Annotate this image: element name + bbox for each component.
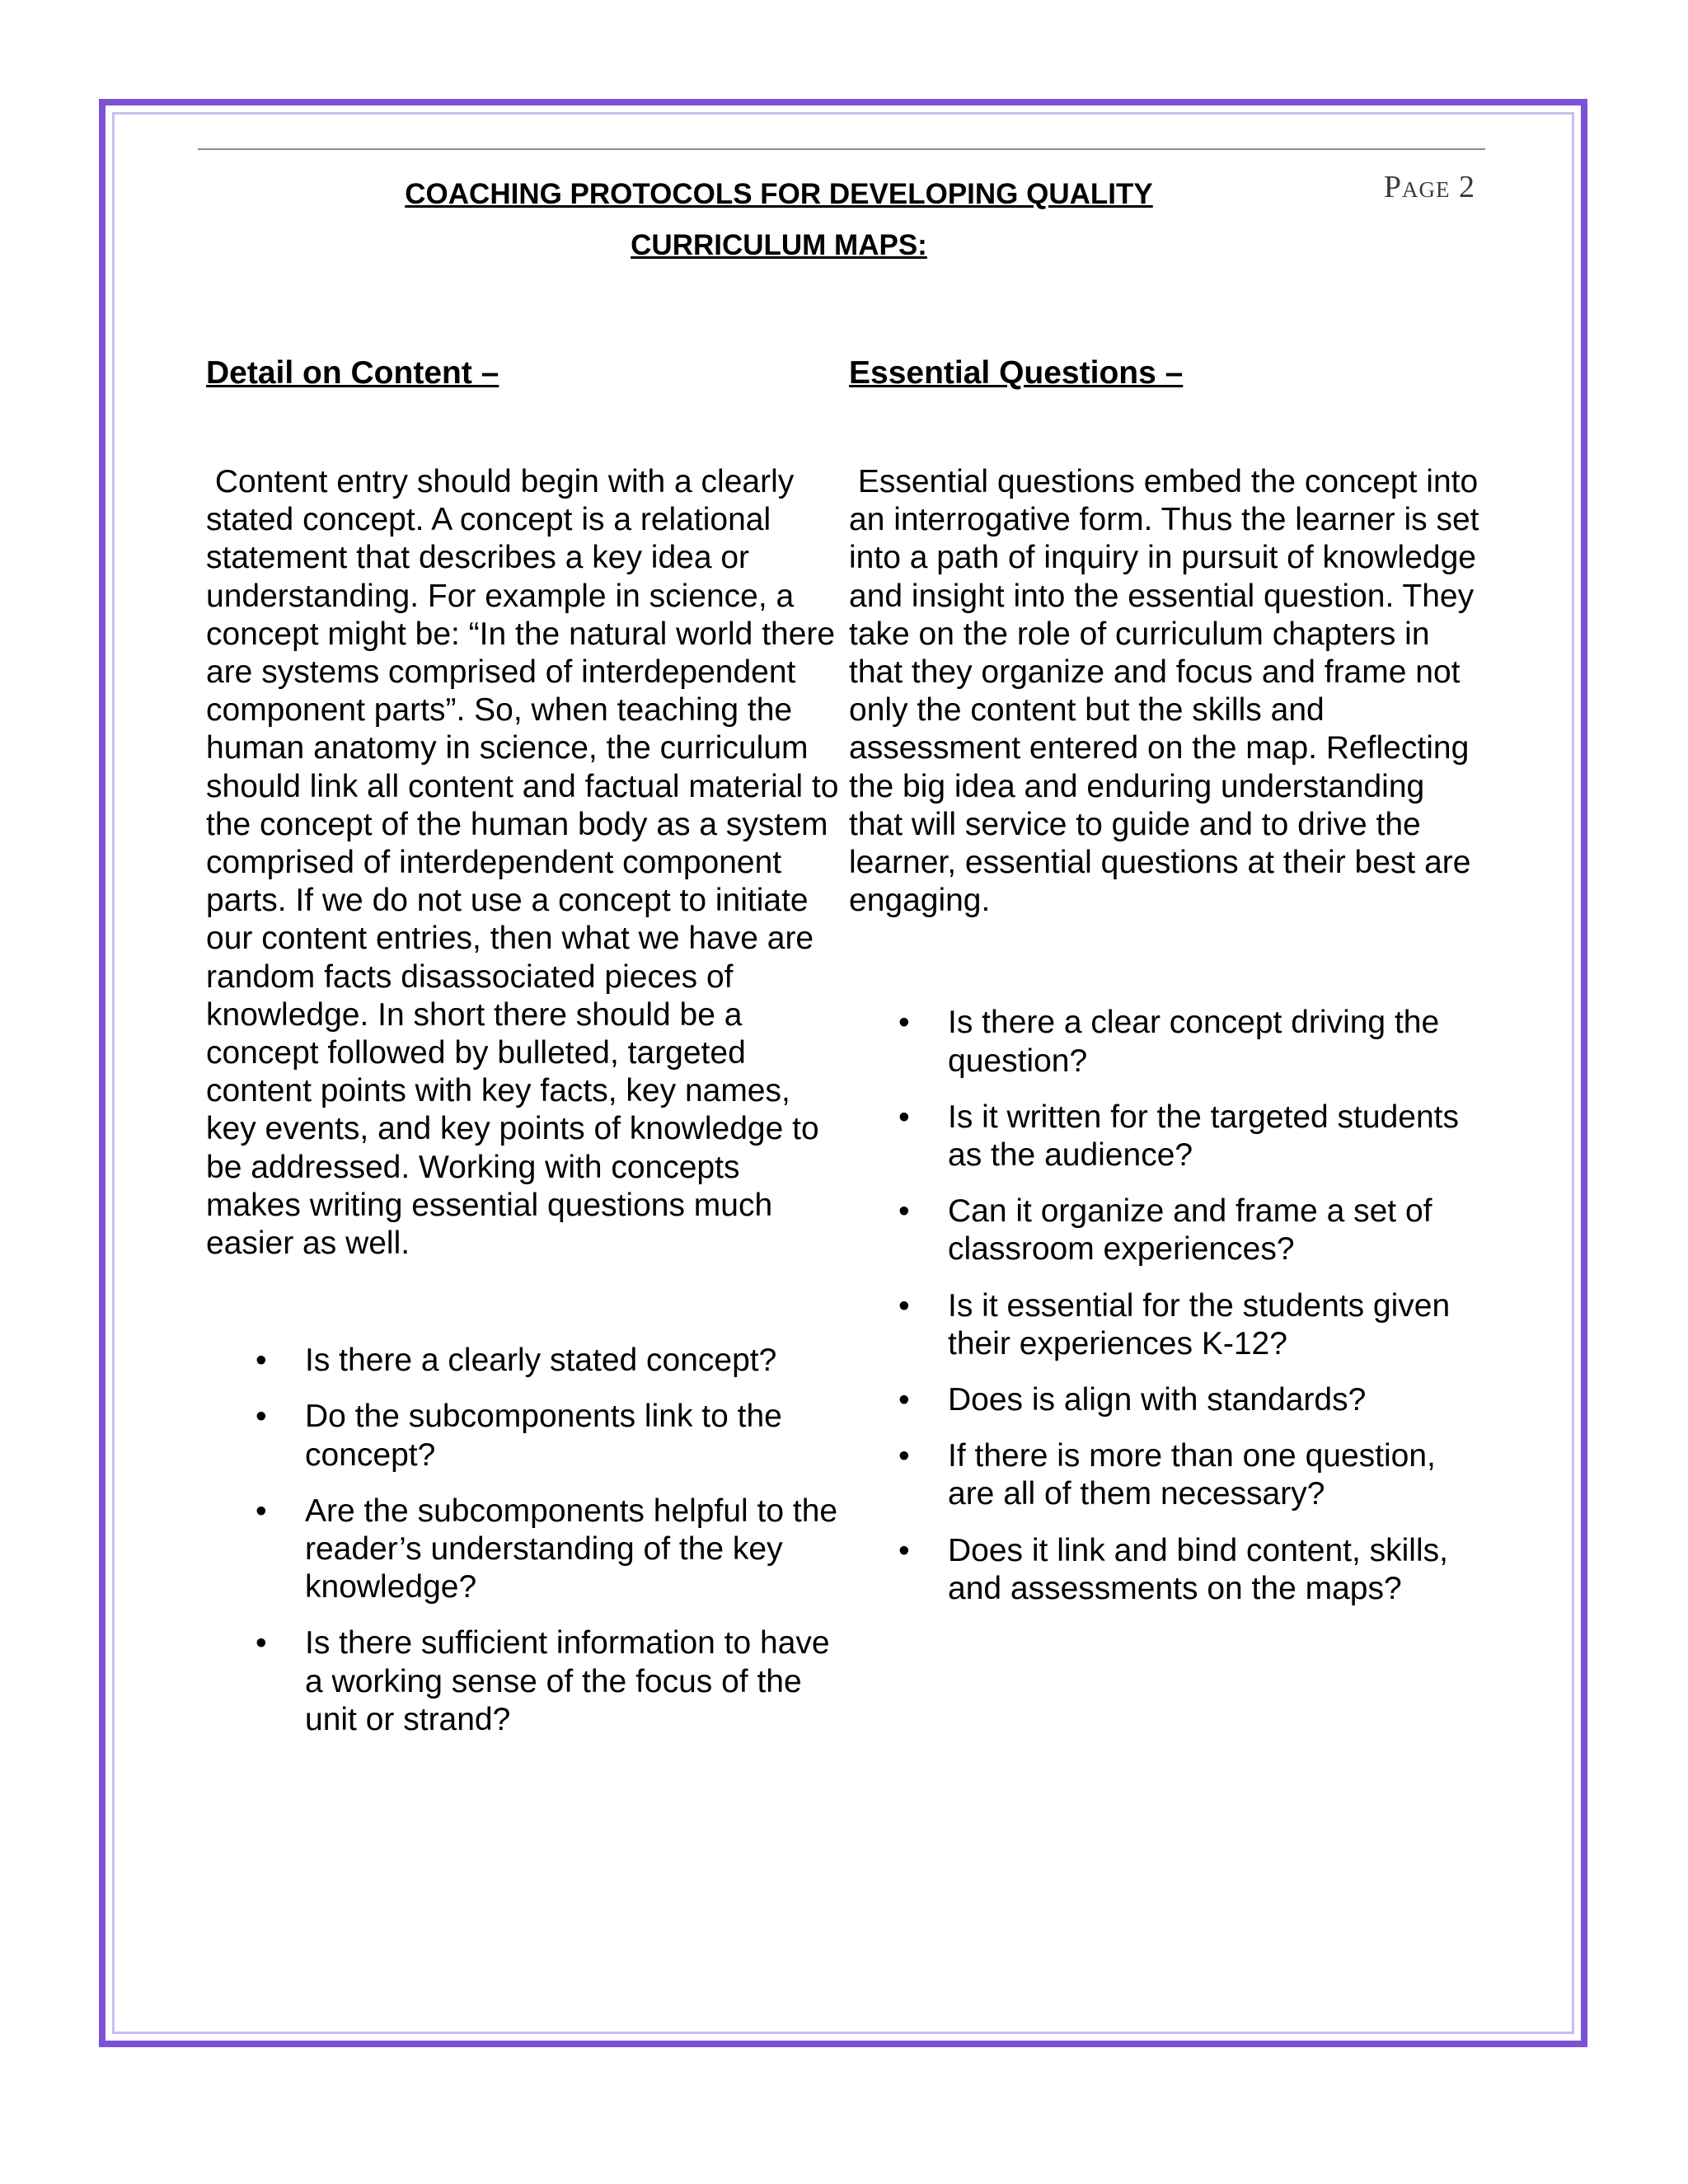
content-paragraph [206,463,841,1263]
page-number: 2 [1459,170,1475,204]
list-item: • Is there sufficient information to have a working sense of the focus of the unit or strand? [206,1624,841,1739]
list-item: • If there is more than one question, are all of them necessary? [849,1437,1484,1513]
list-item: • Can it organize and frame a set of classroom experiences? [849,1193,1484,1268]
list-item: • Is it written for the targeted students as the audience? [849,1099,1484,1174]
page-title [198,169,1360,271]
header-rule [198,148,1485,150]
essential-questions-heading: Essential Questions – [849,355,1184,391]
essential-questions-paragraph-text: Essential questions embed the concept into an interrogative form. Thus the learner is set into a path of inquiry in pursuit of knowledge and insight into the essential question. They take on the role of curriculum chapters in that they organize and focus and frame not only the content but the skills and assessment entered on the map. Reflecting the big idea and enduring understanding that will service to guide and to drive the learner, essential questions at their best are engaging. [849,464,1479,919]
list-item: • Does is align with standards? [849,1381,1484,1419]
content-checklist [206,1342,841,1739]
list-item: • Are the subcomponents helpful to the reader’s understanding of the key knowledge? [206,1493,841,1607]
list-item: • Do the subcomponents link to the concept? [206,1398,841,1474]
list-item: • Is it essential for the students given their experiences K-12? [849,1287,1484,1363]
content-column [206,354,841,1757]
content-paragraph-text: Content entry should begin with a clearly stated concept. A concept is a relational statement that describes a key idea or understanding. For example in science, a concept might be: “In the natural world there are systems comprised of interdependent component parts”. So, when teaching the human anatomy in science, the curriculum should link all content and factual material to the concept of the human body as a system comprised of interdependent component parts. If we do not use a concept to initiate our content entries, then what we have are random facts disassociated pieces of knowledge. In short there should be a concept followed by bulleted, targeted content points with key facts, key names, key events, and key points of knowledge to be addressed. Working with concepts makes writing essential questions much easier as well. [206,464,839,1262]
list-item: • Is there a clear concept driving the question? [849,1004,1484,1080]
title-line-2: CURRICULUM MAPS: [631,229,927,261]
page-number-label [1352,169,1475,205]
essential-questions-checklist [849,1004,1484,1608]
title-line-1: COACHING PROTOCOLS FOR DEVELOPING QUALITY [405,178,1153,210]
list-item: • Does it link and bind content, skills, and assessments on the maps? [849,1532,1484,1608]
page-word: Page [1383,170,1451,204]
content-heading: Detail on Content – [206,355,499,391]
list-item: • Is there a clearly stated concept? [206,1342,841,1380]
essential-questions-column [849,354,1484,1626]
essential-questions-paragraph [849,463,1484,920]
